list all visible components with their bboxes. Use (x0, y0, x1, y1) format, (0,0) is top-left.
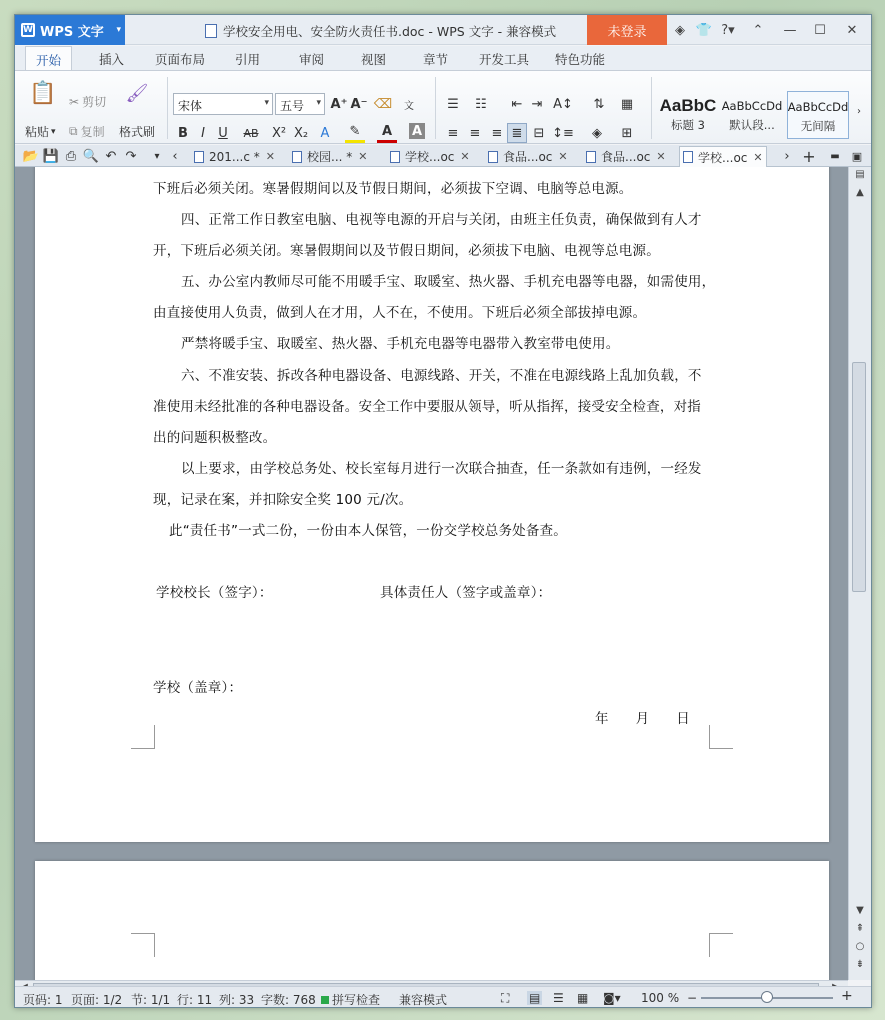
doc-tab[interactable] (191, 146, 278, 167)
date-line: 年 月 日 (595, 711, 690, 727)
page[interactable] (35, 861, 829, 980)
doc-line: 由直接使用人负责，做到人在才用，人不在，不使用。下班后必须全部拔掉电源。 (153, 305, 647, 321)
sort-icon[interactable]: ⇅ (593, 96, 605, 112)
cut-button[interactable] (69, 93, 106, 110)
doc-line: 下班后必须关闭。寒暑假期间以及节假日期间，必须拔下空调、电脑等总电源。 (153, 181, 633, 197)
style-name: 无间隔 (800, 119, 836, 133)
tab-home[interactable]: 开始 (25, 46, 72, 71)
status-col[interactable]: 列: 33 (219, 993, 255, 1007)
chevron-left-icon[interactable]: ‹ (172, 148, 178, 164)
document-tabs (15, 145, 871, 167)
underline-icon[interactable]: U (218, 125, 228, 141)
line-spacing-icon[interactable]: ↕≡ (552, 125, 574, 141)
web-view-icon[interactable]: ▦ (577, 991, 589, 1005)
tab-list-icon[interactable]: ▬ (830, 150, 840, 162)
ribbon-tabs (15, 46, 871, 70)
tab-page-layout[interactable]: 页面布局 (155, 52, 206, 67)
doc-line: 现，记录在案，并扣除安全奖 100 元/次。 (153, 492, 413, 508)
skin-icon[interactable]: ◈ (675, 22, 685, 38)
ribbon-separator (435, 77, 436, 139)
font-name-value: 宋体 (178, 99, 203, 113)
text-effect-icon[interactable]: A (320, 125, 330, 141)
shading-icon[interactable]: ◈ (592, 125, 602, 141)
browse-object-icon[interactable]: ○ (855, 941, 865, 952)
status-compat-mode: 兼容模式 (399, 993, 448, 1007)
borders-icon[interactable]: ⊞ (621, 125, 633, 141)
print-preview-icon[interactable]: 🔍 (82, 148, 100, 164)
zoom-out-icon[interactable]: − (687, 991, 698, 1005)
login-button[interactable]: 未登录 (587, 15, 667, 45)
document-icon (586, 151, 596, 163)
spellcheck-button[interactable] (321, 991, 380, 1008)
chevron-right-icon[interactable]: › (784, 148, 790, 164)
outline-view-icon[interactable]: ☰ (553, 991, 564, 1005)
cut-label: 剪切 (82, 95, 107, 109)
copy-icon: ⧉ (69, 124, 78, 138)
wps-logo-icon: W (21, 23, 35, 37)
doc-line: 开，下班后必须关闭。寒暑假期间以及节假日期间，必须拔下电脑、电视等总电源。 (153, 243, 660, 259)
clear-format-icon[interactable]: ⌫ (373, 96, 393, 112)
ribbon-separator (651, 77, 652, 139)
shirt-icon[interactable]: 👕 (695, 22, 713, 38)
doc-line: 出的问题积极整改。 (153, 430, 277, 446)
close-icon[interactable]: ✕ (558, 150, 568, 163)
doc-line: 五、办公室内教师尽可能不用暖手宝、取暖室、热火器、手机充电器等电器，如需使用， (181, 274, 716, 290)
superscript-icon[interactable]: X² (271, 125, 287, 141)
status-section[interactable]: 节: 1/1 (131, 993, 171, 1007)
chevron-down-icon: ▾ (316, 98, 321, 108)
status-row[interactable]: 行: 11 (177, 993, 213, 1007)
ribbon-separator (167, 77, 168, 139)
phonetic-guide-icon[interactable]: 文 (404, 100, 414, 112)
margin-corner-mark (709, 725, 733, 749)
status-bar (15, 986, 871, 1008)
format-painter-icon[interactable]: 🖌 (125, 82, 149, 104)
page[interactable] (35, 167, 829, 842)
spellcheck-icon (321, 996, 329, 1004)
vertical-scrollbar[interactable] (848, 167, 871, 980)
status-page-code[interactable]: 页码: 1 (23, 993, 63, 1007)
undo-icon[interactable]: ↶ (105, 148, 117, 164)
style-preview: AaBbCcDd (721, 99, 783, 113)
zoom-in-icon[interactable]: + (841, 988, 853, 1004)
document-icon (488, 151, 498, 163)
increase-indent-icon[interactable]: ⇥ (531, 96, 543, 112)
copy-button[interactable] (69, 123, 105, 140)
align-right-icon[interactable]: ≡ (491, 125, 503, 141)
doc-line: 准使用未经批准的各种电器设备。安全工作中要服从领导，听从指挥，接受安全检查，对指 (153, 399, 701, 415)
style-default-paragraph[interactable] (721, 91, 783, 139)
open-folder-icon[interactable]: 📂 (22, 148, 40, 164)
font-size-value: 五号 (280, 99, 305, 113)
tab-chapter[interactable]: 章节 (423, 52, 449, 67)
chevron-down-icon[interactable]: ▾ (154, 150, 160, 162)
tab-features[interactable]: 特色功能 (555, 52, 606, 67)
doc-tab[interactable] (289, 146, 370, 167)
numbered-list-icon[interactable]: ☷ (475, 96, 487, 112)
zoom-level[interactable]: 100 % (641, 991, 680, 1005)
doc-line: 四、正常工作日教室电脑、电视等电源的开启与关闭，由班主任负责，确保做到有人才 (181, 212, 702, 228)
margin-corner-mark (131, 933, 155, 957)
help-icon[interactable]: ?▾ (721, 22, 735, 38)
decrease-indent-icon[interactable]: ⇤ (511, 96, 523, 112)
tab-insert[interactable]: 插入 (99, 52, 125, 67)
chevron-right-icon[interactable]: › (857, 105, 861, 117)
wps-window (14, 14, 872, 1008)
status-words[interactable]: 字数: 768 (261, 993, 316, 1007)
align-center-icon[interactable]: ≡ (469, 125, 481, 141)
close-icon[interactable]: ✕ (460, 150, 470, 163)
style-name: 默认段... (729, 118, 775, 132)
style-preview: AaBbCcDd (787, 100, 849, 114)
format-painter-button[interactable]: 格式刷 (119, 125, 156, 139)
doc-tab-active[interactable] (679, 146, 767, 167)
doc-tab-label: 校园... * (307, 150, 353, 164)
align-justify-icon[interactable]: ≣ (507, 123, 527, 143)
doc-tab-label: 201...c * (209, 149, 260, 164)
doc-tab[interactable] (387, 146, 473, 167)
principal-signature-label: 学校校长（签字）： (156, 585, 273, 601)
bullet-list-icon[interactable]: ☰ (447, 96, 459, 112)
tab-menu-icon[interactable]: ▣ (851, 149, 863, 163)
style-name: 标题 3 (671, 118, 705, 132)
window-title-text: 学校安全用电、安全防火责任书.doc - WPS 文字 - 兼容模式 (223, 24, 557, 39)
document-icon (683, 151, 693, 163)
document-area[interactable] (15, 167, 848, 980)
previous-page-icon[interactable]: ⇞ (855, 923, 865, 934)
margin-corner-mark (709, 933, 733, 957)
ribbon-home (15, 70, 871, 144)
document-icon (390, 151, 400, 163)
doc-line: 六、不准安装、拆改各种电器设备、电源线路、开关，不准在电源线路上乱加负载，不 (181, 368, 702, 384)
scissors-icon: ✂ (69, 94, 80, 109)
document-icon (194, 151, 204, 163)
tab-references[interactable]: 引用 (235, 52, 261, 67)
doc-tab[interactable] (485, 146, 571, 167)
paste-button[interactable] (25, 123, 56, 140)
doc-tab[interactable] (583, 146, 669, 167)
scroll-down-icon[interactable]: ▼ (856, 905, 864, 916)
strikethrough-icon[interactable]: AB (243, 126, 259, 140)
char-shading-icon[interactable]: A (409, 123, 425, 139)
style-heading-3[interactable] (657, 91, 719, 139)
font-color-icon[interactable]: A (377, 123, 397, 143)
doc-tab-label: 食品...oc (503, 150, 553, 164)
doc-line: 此“责任书”一式二份，一份由本人保管，一份交学校总务处备查。 (169, 523, 567, 539)
print-icon[interactable]: ⎙ (65, 148, 77, 164)
reading-mode-icon[interactable]: ◙▾ (603, 991, 621, 1005)
close-icon[interactable]: ✕ (656, 150, 666, 163)
save-icon[interactable]: 💾 (42, 148, 60, 164)
highlight-icon[interactable]: ✎ (345, 123, 365, 143)
document-icon (205, 24, 217, 38)
scroll-mode-icon[interactable]: ▤ (855, 169, 865, 180)
grow-font-icon[interactable]: A⁺ (330, 96, 348, 112)
paste-label: 粘贴 (25, 125, 50, 139)
window-title (205, 22, 556, 40)
full-screen-icon[interactable]: ⛶ (501, 991, 510, 1005)
wps-app-menu-button[interactable] (15, 15, 125, 45)
close-icon[interactable]: ✕ (265, 150, 275, 163)
chevron-down-icon: ▾ (264, 98, 269, 108)
redo-icon[interactable]: ↷ (125, 148, 137, 164)
font-size-select[interactable] (275, 93, 325, 115)
text-direction-icon[interactable]: A↕ (553, 96, 573, 112)
collapse-ribbon-icon[interactable]: ⌃ (752, 22, 764, 38)
chevron-down-icon: ▾ (116, 25, 121, 35)
shrink-font-icon[interactable]: A⁻ (350, 96, 368, 112)
tab-developer[interactable]: 开发工具 (479, 52, 530, 67)
close-icon[interactable]: ✕ (846, 22, 858, 38)
doc-tab-label: 学校...oc (405, 150, 455, 164)
doc-line: 以上要求，由学校总务处、校长室每月进行一次联合抽查，任一条款如有违例，一经发 (181, 461, 702, 477)
chevron-down-icon: ▾ (51, 126, 56, 137)
zoom-slider-knob[interactable] (761, 991, 773, 1003)
school-seal-label: 学校（盖章）： (153, 680, 243, 696)
app-menu-label: WPS 文字 (40, 24, 104, 40)
next-page-icon[interactable]: ⇟ (855, 959, 865, 970)
scroll-up-icon[interactable]: ▲ (856, 187, 864, 198)
style-no-spacing[interactable] (787, 91, 849, 139)
table-icon[interactable]: ▦ (620, 96, 634, 112)
subscript-icon[interactable]: X₂ (293, 125, 309, 141)
tab-view[interactable]: 视图 (361, 52, 387, 67)
margin-corner-mark (131, 725, 155, 749)
new-tab-icon[interactable]: + (802, 146, 816, 166)
maximize-icon[interactable]: ☐ (814, 22, 826, 38)
minimize-icon[interactable]: — (783, 22, 797, 38)
doc-tab-label: 食品...oc (601, 150, 651, 164)
doc-line: 严禁将暖手宝、取暖室、热火器、手机充电器等电器带入教室带电使用。 (181, 336, 620, 352)
italic-icon[interactable]: I (201, 125, 205, 141)
vertical-scroll-thumb[interactable] (852, 362, 866, 592)
bold-icon[interactable]: B (178, 125, 188, 141)
align-left-icon[interactable]: ≡ (447, 125, 459, 141)
font-name-select[interactable] (173, 93, 273, 115)
paste-icon[interactable]: 📋 (29, 80, 57, 106)
title-bar (15, 15, 871, 45)
doc-tab-label: 学校...oc (698, 150, 748, 165)
distribute-icon[interactable]: ⊟ (533, 125, 545, 141)
status-pages[interactable]: 页面: 1/2 (71, 993, 123, 1007)
tab-review[interactable]: 审阅 (299, 52, 325, 67)
close-icon[interactable]: ✕ (753, 150, 763, 164)
copy-label: 复制 (80, 125, 105, 139)
responsible-signature-label: 具体责任人（签字或盖章）： (380, 585, 552, 601)
document-icon (292, 151, 302, 163)
spellcheck-label: 拼写检查 (332, 993, 381, 1007)
page-view-icon[interactable]: ▤ (529, 991, 541, 1005)
style-preview: AaBbC (659, 96, 717, 115)
close-icon[interactable]: ✕ (358, 150, 368, 163)
